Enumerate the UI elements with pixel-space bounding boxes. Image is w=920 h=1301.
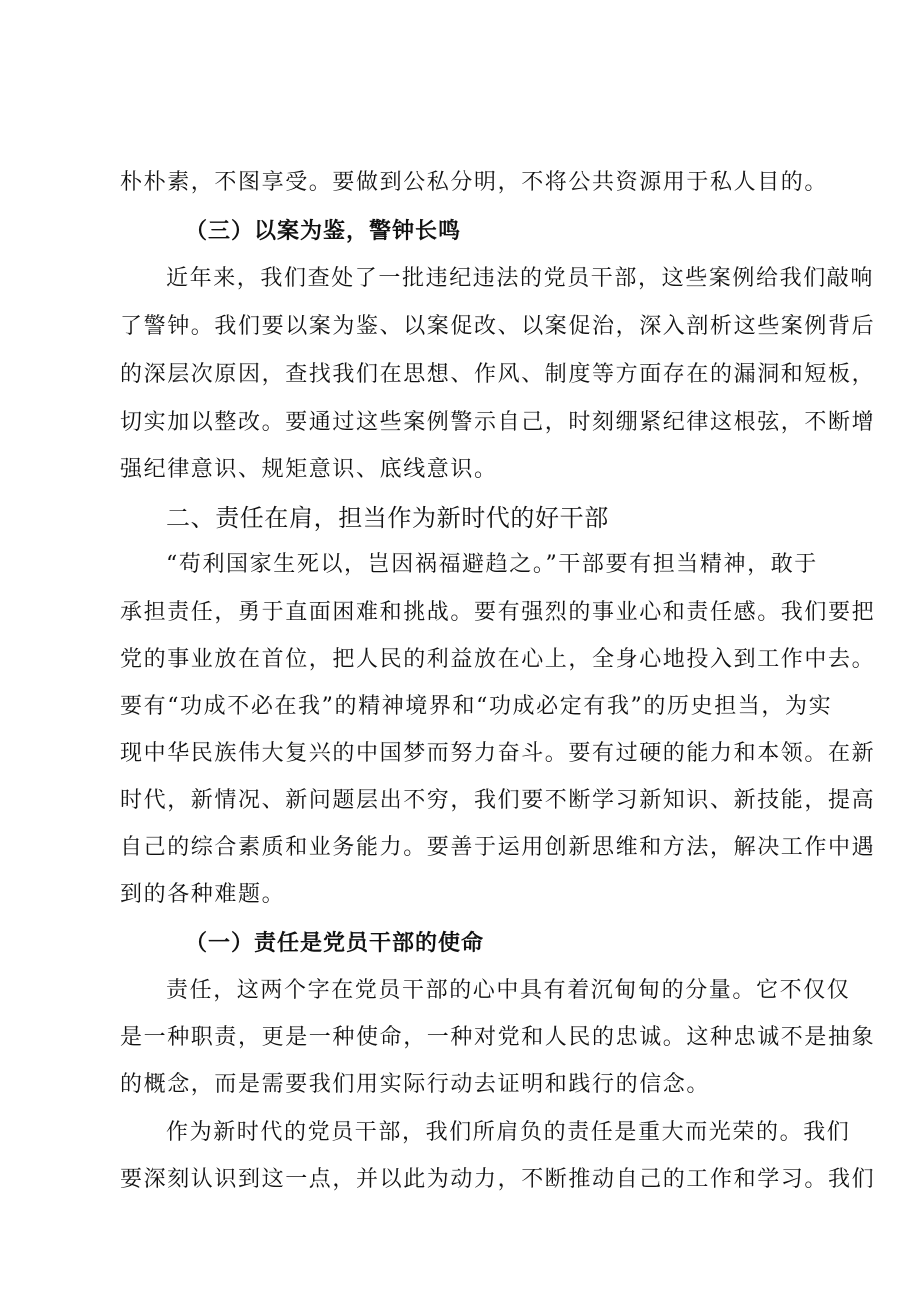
paragraph-line: “苟利国家生死以，岂因祸福避趋之。”干部要有担当精神，敢于 (166, 552, 818, 577)
paragraph-line: 切实加以整改。要通过这些案例警示自己，时刻绷紧纪律这根弦，不断增 (120, 410, 876, 435)
paragraph-line: 承担责任，勇于直面困难和挑战。要有强烈的事业心和责任感。我们要把 (120, 600, 876, 625)
paragraph-line: 强纪律意识、规矩意识、底线意识。 (120, 457, 498, 482)
paragraph-line: 时代，新情况、新问题层出不穷，我们要不断学习新知识、新技能，提高 (120, 788, 876, 813)
paragraph-line: 朴朴素，不图享受。要做到公私分明，不将公共资源用于私人目的。 (120, 170, 829, 195)
paragraph-line: 要有“功成不必在我”的精神境界和“功成必定有我”的历史担当，为实 (120, 694, 833, 719)
subsection-heading: （三）以案为鉴，警钟长鸣 (185, 218, 462, 244)
paragraph-line: 党的事业放在首位，把人民的利益放在心上，全身心地投入到工作中去。 (120, 647, 876, 672)
subsection-heading: （一）责任是党员干部的使命 (185, 930, 485, 956)
section-heading: 二、责任在肩，担当作为新时代的好干部 (166, 504, 609, 532)
paragraph-line: 到的各种难题。 (120, 882, 286, 907)
paragraph-line: 要深刻认识到这一点，并以此为动力，不断推动自己的工作和学习。我们 (120, 1167, 876, 1192)
paragraph-line: 的深层次原因，查找我们在思想、作风、制度等方面存在的漏洞和短板， (120, 362, 876, 387)
paragraph-line: 作为新时代的党员干部，我们所肩负的责任是重大而光荣的。我们 (166, 1120, 851, 1145)
paragraph-line: 自己的综合素质和业务能力。要善于运用创新思维和方法，解决工作中遇 (120, 835, 876, 860)
paragraph-line: 责任，这两个字在党员干部的心中具有着沉甸甸的分量。它不仅仅 (166, 978, 851, 1003)
paragraph-line: 近年来，我们查处了一批违纪违法的党员干部，这些案例给我们敲响 (166, 266, 875, 291)
paragraph-line: 了警钟。我们要以案为鉴、以案促改、以案促治，深入剖析这些案例背后 (120, 314, 876, 339)
paragraph-line: 的概念，而是需要我们用实际行动去证明和践行的信念。 (120, 1072, 711, 1097)
paragraph-line: 是一种职责，更是一种使命，一种对党和人民的忠诚。这种忠诚不是抽象 (120, 1025, 876, 1050)
paragraph-line: 现中华民族伟大复兴的中国梦而努力奋斗。要有过硬的能力和本领。在新 (120, 741, 876, 766)
